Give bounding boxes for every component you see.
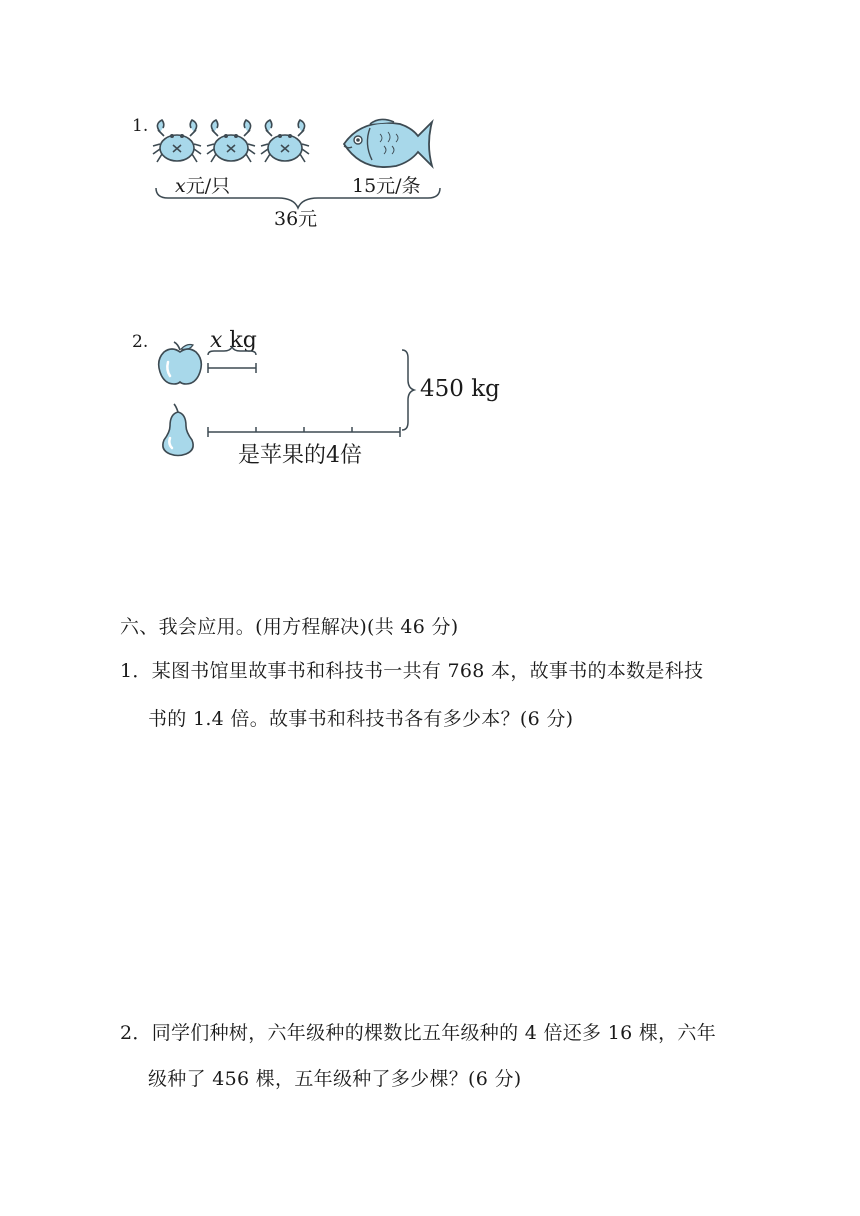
crab-price-unit: 元/只 (185, 175, 231, 197)
apple-weight-unit: kg (229, 328, 257, 353)
question-2-line-2: 级种了 456 棵，五年级种了多少棵？(6 分) (148, 1068, 522, 1090)
crab-price-variable: x (175, 175, 186, 197)
fish-icon (340, 116, 436, 172)
crab-icon (260, 118, 310, 168)
section-heading: 六、我会应用。(用方程解决)(共 46 分) (120, 616, 459, 638)
crab-icon (152, 118, 202, 168)
pear-weight-label: 是苹果的4倍 (238, 443, 362, 468)
total-price-label: 36元 (274, 208, 318, 230)
question-2-line-1: 2．同学们种树，六年级种的棵数比五年级种的 4 倍还多 16 棵，六年 (120, 1022, 717, 1044)
fish-price-label: 15元/条 (352, 175, 421, 197)
question-1-line-1: 1．某图书馆里故事书和科技书一共有 768 本，故事书的本数是科技 (120, 660, 704, 682)
apple-icon (156, 340, 204, 388)
question-1-line-2: 书的 1.4 倍。故事书和科技书各有多少本？(6 分) (148, 708, 574, 730)
figure-1-number: 1. (132, 116, 149, 136)
apple-weight-variable: x (210, 328, 223, 353)
total-weight-label: 450 kg (420, 376, 500, 402)
figure-2-number: 2. (132, 332, 149, 352)
pear-icon (160, 404, 200, 456)
crab-icon (206, 118, 256, 168)
bar-diagram (204, 346, 416, 436)
